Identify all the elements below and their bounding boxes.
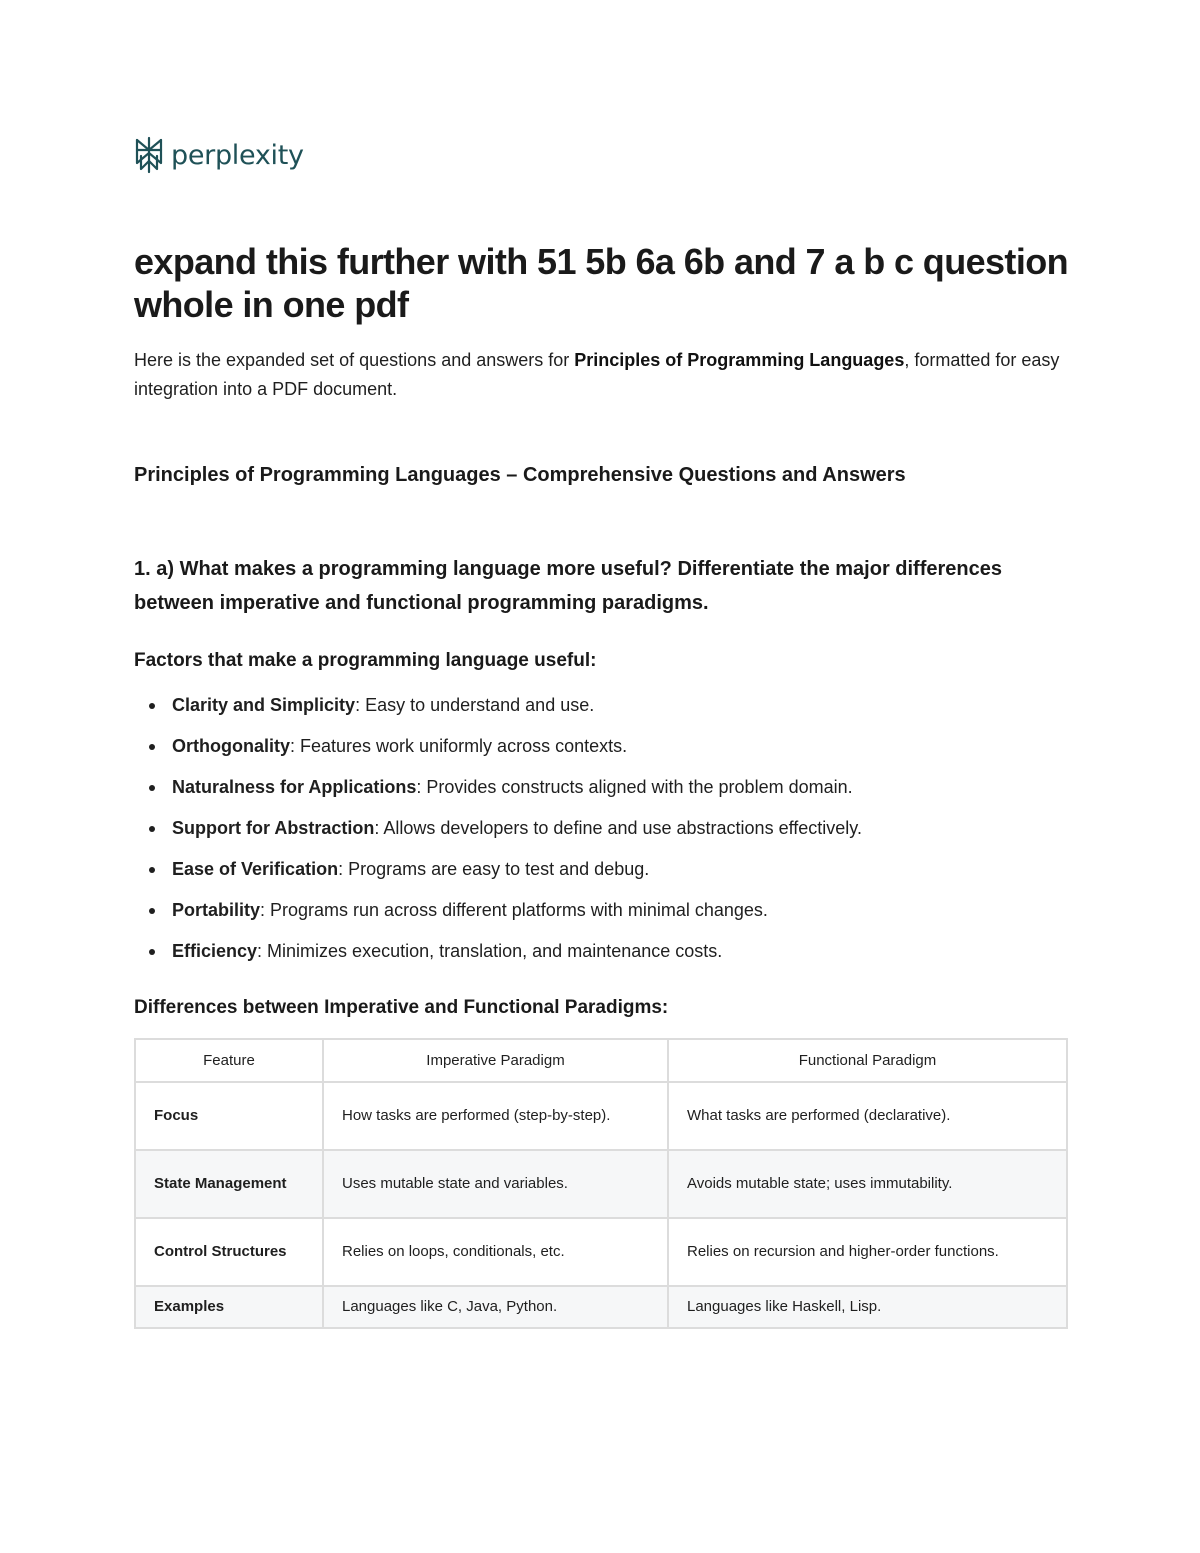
differences-heading: Differences between Imperative and Functional Paradigms: bbox=[134, 997, 669, 1018]
table-cell: What tasks are performed (declarative). bbox=[668, 1082, 1067, 1150]
list-item bbox=[172, 767, 1068, 808]
factor-term: Support for Abstraction bbox=[172, 818, 375, 838]
factor-desc: : Programs run across different platforms with minimal changes. bbox=[260, 900, 768, 920]
table-cell: Examples bbox=[135, 1286, 323, 1328]
factor-desc: : Features work uniformly across contexts. bbox=[290, 736, 628, 756]
table-row bbox=[135, 1082, 1067, 1150]
paradigm-comparison-table bbox=[134, 1038, 1068, 1329]
intro-text-after: , formatted for easy integration into a PDF document. bbox=[134, 350, 1060, 399]
factors-heading: Factors that make a programming language useful: bbox=[134, 650, 597, 671]
table-cell: Languages like C, Java, Python. bbox=[323, 1286, 668, 1328]
document-content bbox=[134, 240, 1068, 1329]
factor-term: Clarity and Simplicity bbox=[172, 695, 356, 715]
factor-term: Naturalness for Applications bbox=[172, 777, 417, 797]
table-cell: Focus bbox=[135, 1082, 323, 1150]
table-header-cell: Functional Paradigm bbox=[668, 1039, 1067, 1082]
question-1a-heading: 1. a) What makes a programming language more useful? Differentiate the major differences between imperative and functional programming paradigms. bbox=[134, 558, 1002, 614]
document-heading: Principles of Programming Languages – Comprehensive Questions and Answers bbox=[134, 464, 906, 486]
table-header-row bbox=[135, 1039, 1067, 1082]
table-row bbox=[135, 1286, 1067, 1328]
factor-desc: : Allows developers to define and use abstractions effectively. bbox=[374, 818, 862, 838]
factor-term: Ease of Verification bbox=[172, 859, 339, 879]
factors-list bbox=[134, 685, 1068, 972]
factor-desc: : Programs are easy to test and debug. bbox=[338, 859, 650, 879]
factor-desc: : Easy to understand and use. bbox=[355, 695, 595, 715]
list-item bbox=[172, 849, 1068, 890]
page-title: expand this further with 51 5b 6a 6b and 7 a b c question whole in one pdf bbox=[134, 241, 1069, 325]
logo-wordmark: perplexity bbox=[171, 139, 304, 171]
intro-text-bold: Principles of Programming Languages bbox=[574, 350, 905, 370]
perplexity-logo-icon bbox=[133, 136, 165, 174]
intro-text-before: Here is the expanded set of questions and answers for bbox=[134, 350, 575, 370]
list-item bbox=[172, 890, 1068, 931]
table-cell: Avoids mutable state; uses immutability. bbox=[668, 1150, 1067, 1218]
list-item bbox=[172, 931, 1068, 972]
factor-desc: : Minimizes execution, translation, and maintenance costs. bbox=[257, 941, 723, 961]
perplexity-logo bbox=[133, 136, 304, 174]
table-cell: How tasks are performed (step-by-step). bbox=[323, 1082, 668, 1150]
intro-paragraph bbox=[134, 346, 1068, 404]
table-header-cell: Feature bbox=[135, 1039, 323, 1082]
table-cell: Control Structures bbox=[135, 1218, 323, 1286]
factor-term: Portability bbox=[172, 900, 261, 920]
table-cell: Uses mutable state and variables. bbox=[323, 1150, 668, 1218]
list-item bbox=[172, 726, 1068, 767]
table-header-cell: Imperative Paradigm bbox=[323, 1039, 668, 1082]
table-cell: Languages like Haskell, Lisp. bbox=[668, 1286, 1067, 1328]
table-cell: Relies on recursion and higher-order functions. bbox=[668, 1218, 1067, 1286]
table-cell: Relies on loops, conditionals, etc. bbox=[323, 1218, 668, 1286]
table-cell: State Management bbox=[135, 1150, 323, 1218]
factor-term: Efficiency bbox=[172, 941, 258, 961]
list-item bbox=[172, 685, 1068, 726]
factor-term: Orthogonality bbox=[172, 736, 290, 756]
list-item bbox=[172, 808, 1068, 849]
factor-desc: : Provides constructs aligned with the problem domain. bbox=[416, 777, 853, 797]
table-row bbox=[135, 1218, 1067, 1286]
table-row bbox=[135, 1150, 1067, 1218]
